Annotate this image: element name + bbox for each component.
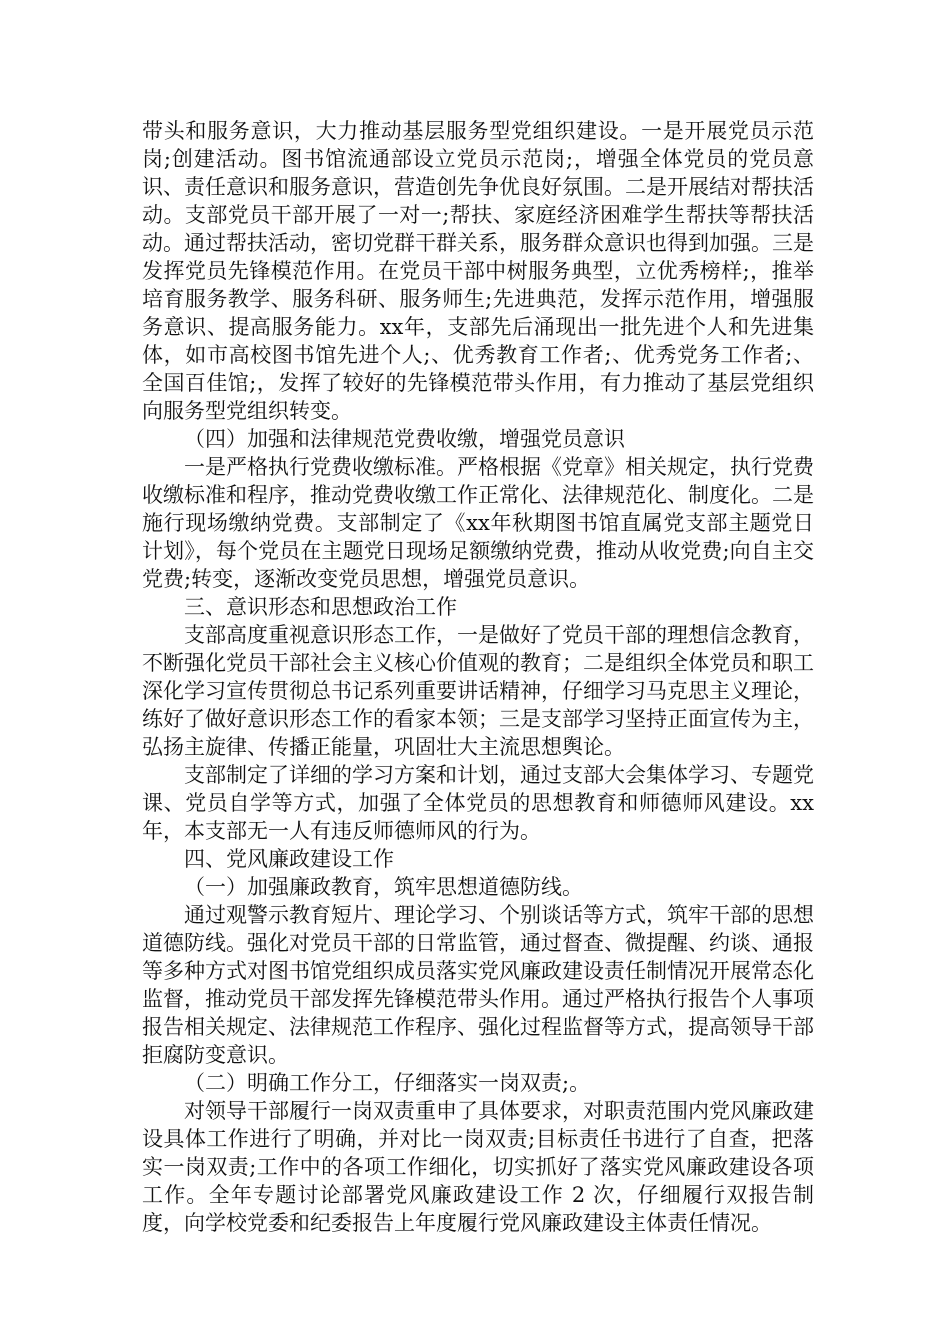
document-body bbox=[142, 117, 814, 1237]
section-heading-ideology: 三、意识形态和思想政治工作 bbox=[184, 595, 457, 619]
paragraph-integrity-education: 通过观警示教育短片、理论学习、个别谈话等方式，筑牢干部的思想道德防线。强化对党员干部的日常监管，通过督查、微提醒、约谈、通报等多种方式对图书馆党组织成员落实党风廉政建设责任制情况开展常态化监督，推动党员干部发挥先锋模范带头作用。通过严格执行报告个人事项报告相关规定、法律规范工作程序、强化过程监督等方式，提高领导干部拒腐防变意识。 bbox=[142, 903, 814, 1067]
paragraph-study-plan: 支部制定了详细的学习方案和计划，通过支部大会集体学习、专题党课、党员自学等方式，加强了全体党员的思想教育和师德师风建设。xx年，本支部无一人有违反师德师风的行为。 bbox=[142, 763, 814, 843]
paragraph-ideology-work: 支部高度重视意识形态工作，一是做好了党员干部的理想信念教育，不断强化党员干部社会主义核心价值观的教育；二是组织全体党员和职工深化学习宣传贯彻总书记系列重要讲话精神，仔细学习马克思主义理论，练好了做好意识形态工作的看家本领；三是支部学习坚持正面宣传为主，弘扬主旋律、传播正能量，巩固壮大主流思想舆论。 bbox=[142, 623, 814, 759]
paragraph-party-dues: 一是严格执行党费收缴标准。严格根据《党章》相关规定，执行党费收缴标准和程序，推动党费收缴工作正常化、法律规范化、制度化。二是施行现场缴纳党费。支部制定了《xx年秋期图书馆直属党支部主题党日计划》，每个党员在主题党日现场足额缴纳党费，推动从收党费;向自主交党费;转变，逐渐改变党员思想，增强党员意识。 bbox=[142, 455, 814, 591]
section-heading-integrity: 四、党风廉政建设工作 bbox=[184, 847, 394, 871]
subsection-heading-integrity-education: （一）加强廉政教育，筑牢思想道德防线。 bbox=[184, 875, 583, 899]
section-heading-party-dues: （四）加强和法律规范党费收缴，增强党员意识 bbox=[184, 427, 625, 451]
paragraph-service-awareness: 带头和服务意识，大力推动基层服务型党组织建设。一是开展党员示范岗;创建活动。图书馆流通部设立党员示范岗;，增强全体党员的党员意识、责任意识和服务意识，营造创先争优良好氛围。二是开展结对帮扶活动。支部党员干部开展了一对一;帮扶、家庭经济困难学生帮扶等帮扶活动。通过帮扶活动，密切党群干群关系，服务群众意识也得到加强。三是发挥党员先锋模范作用。在党员干部中树服务典型，立优秀榜样;，推举培育服务教学、服务科研、服务师生;先进典范，发挥示范作用，增强服务意识、提高服务能力。xx年，支部先后涌现出一批先进个人和先进集体，如市高校图书馆先进个人;、优秀教育工作者;、优秀党务工作者;、全国百佳馆;，发挥了较好的先锋模范带头作用，有力推动了基层党组织向服务型党组织转变。 bbox=[142, 119, 814, 423]
subsection-heading-dual-responsibility: （二）明确工作分工，仔细落实一岗双责;。 bbox=[184, 1071, 591, 1095]
paragraph-dual-responsibility: 对领导干部履行一岗双责重申了具体要求，对职责范围内党风廉政建设具体工作进行了明确，并对比一岗双责;目标责任书进行了自查，把落实一岗双责;工作中的各项工作细化，切实抓好了落实党风廉政建设各项工作。全年专题讨论部署党风廉政建设工作 2 次，仔细履行双报告制度，向学校党委和纪委报告上年度履行党风廉政建设主体责任情况。 bbox=[142, 1099, 814, 1235]
